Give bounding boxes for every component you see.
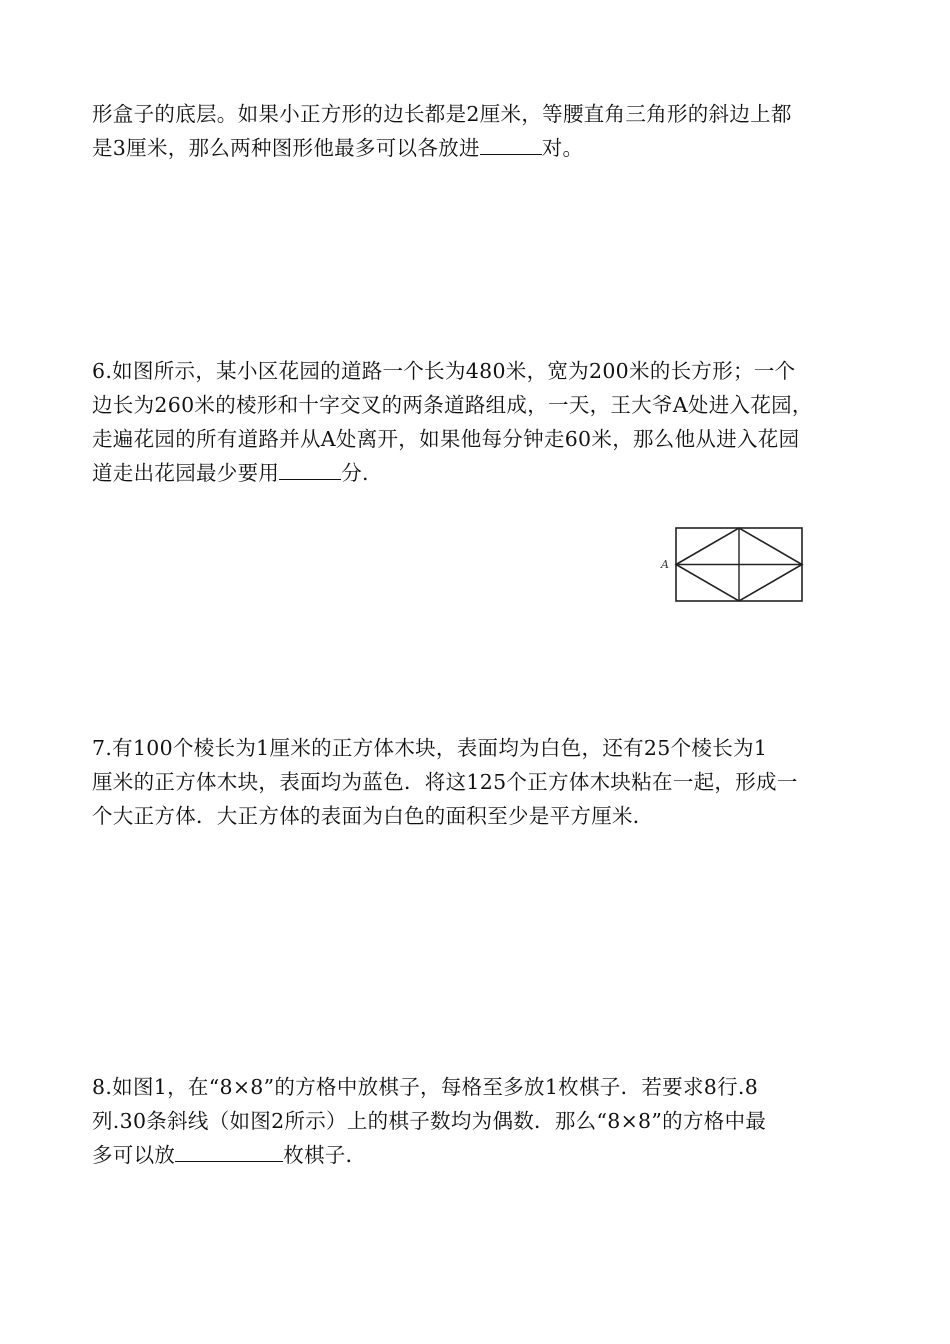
intro-line-1: 形盒子的底层。如果小正方形的边长都是2厘米，等腰直角三角形的斜边上都 (92, 102, 792, 126)
intro-paragraph (92, 97, 867, 165)
q6-line-2: 边长为260米的棱形和十字交叉的两条道路组成，一天，王大爷A处进入花园， (92, 393, 813, 417)
q6-line-3: 走遍花园的所有道路并从A处离开，如果他每分钟走60米，那么他从进入花园 (92, 427, 800, 451)
answer-blank[interactable] (480, 132, 542, 155)
question-6 (92, 354, 867, 490)
intro-line-2-tail: 对。 (541, 136, 584, 160)
q6-line-1: 6.如图所示，某小区花园的道路一个长为480米，宽为200米的长方形；一个 (92, 359, 796, 383)
q6-line-4-tail: 分. (341, 461, 369, 485)
question-8 (92, 1070, 867, 1172)
q8-line-3-tail: 枚棋子． (283, 1143, 367, 1167)
intro-line-2-text: 是3厘米，那么两种图形他最多可以各放进 (92, 136, 480, 160)
q7-line-1: 7.有100个棱长为1厘米的正方体木块，表面均为白色，还有25个棱长为1 (92, 736, 768, 760)
answer-blank[interactable] (279, 457, 341, 480)
q8-line-3 (92, 1138, 867, 1172)
question-7 (92, 731, 867, 833)
q6-line-4 (92, 456, 867, 490)
q8-line-3-text: 多可以放 (92, 1143, 176, 1167)
q6-line-4-text: 道走出花园最少要用 (92, 461, 280, 485)
garden-path-figure (652, 513, 814, 625)
q8-line-1: 8.如图1，在“8×8”的方格中放棋子，每格至多放1枚棋子．若要求8行.8 (92, 1075, 759, 1099)
q7-line-2: 厘米的正方体木块，表面均为蓝色．将这125个正方体木块粘在一起，形成一 (92, 770, 798, 794)
q8-line-2: 列.30条斜线（如图2所示）上的棋子数均为偶数．那么“8×8”的方格中最 (92, 1109, 767, 1133)
intro-line-2 (92, 131, 867, 165)
q7-line-3: 个大正方体．大正方体的表面为白色的面积至少是平方厘米． (92, 804, 654, 828)
point-a-label: A (661, 558, 669, 571)
answer-blank[interactable] (175, 1139, 283, 1162)
